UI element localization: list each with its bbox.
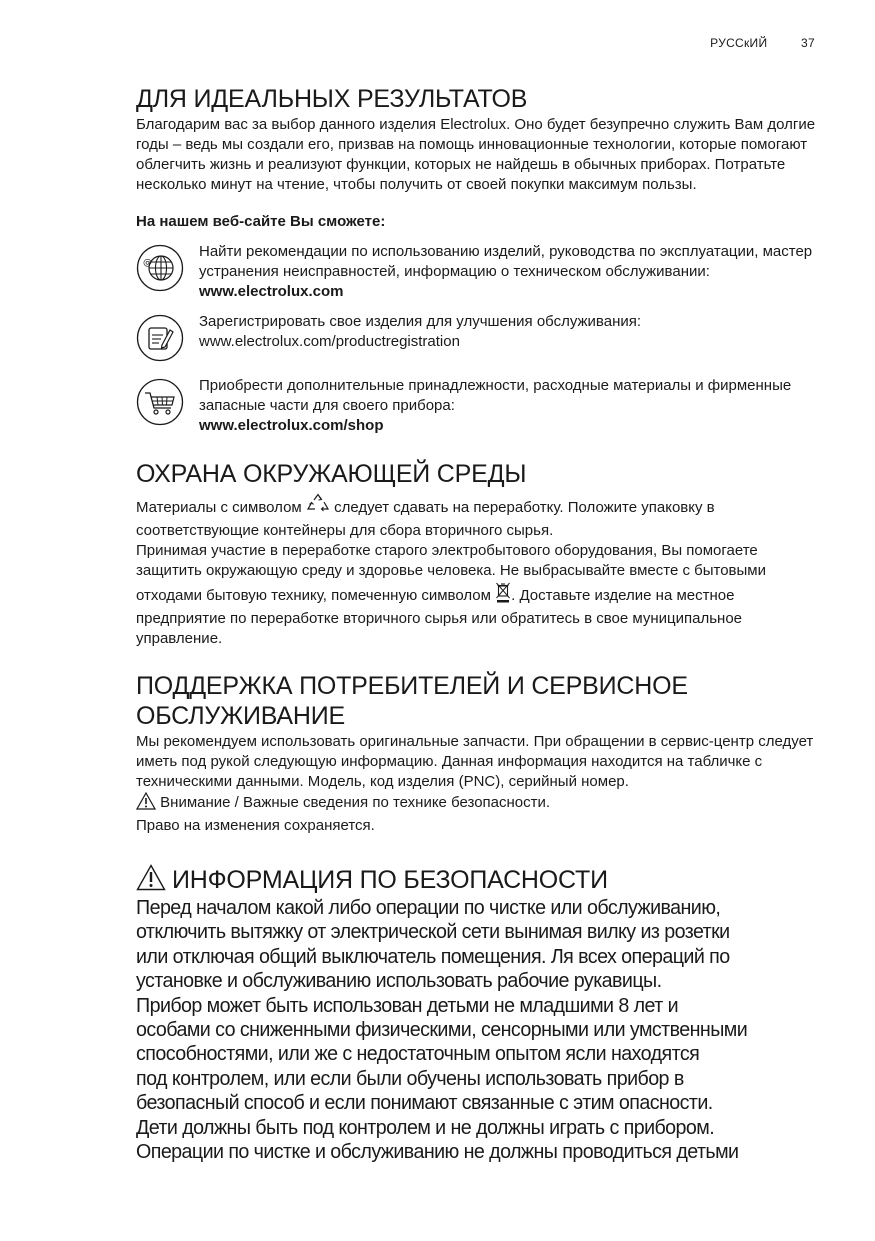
warning-icon [136,792,156,816]
safety-line: установке и обслуживанию использовать рабочие рукавицы. [136,969,662,993]
page-header [710,36,815,50]
safety-title-row [136,864,826,896]
website-item-text: Зарегистрировать свое изделия для улучшения обслуживания: [199,313,642,330]
section-title-safety: ИНФОРМАЦИЯ ПО БЕЗОПАСНОСТИ [172,866,608,894]
recycling-text-before: Материалы с символом [136,499,302,516]
section-title-environment: ОХРАНА ОКРУЖАЮЩЕЙ СРЕДЫ [136,460,527,488]
page-number: 37 [801,36,815,50]
safety-line: Дети должны быть под контролем и не должны играть с прибором. [136,1115,715,1139]
rights-reserved: Право на изменения сохраняется. [136,817,375,834]
website-item-text: Найти рекомендации по использованию изделий, руководства по эксплуатации, мастер устранения неисправностей, информацию о техническом обслуживании: [199,243,813,280]
warning-text: Внимание / Важные сведения по технике безопасности. [160,794,551,811]
website-link-registration[interactable]: www.electrolux.com/productregistration [199,333,460,350]
warning-icon [136,864,172,896]
cart-icon [136,378,184,426]
website-heading: На нашем веб-сайте Вы сможете: [136,213,386,230]
section-title-support-line1: ПОДДЕРЖКА ПОТРЕБИТЕЛЕЙ И СЕРВИСНОЕ [136,672,688,700]
website-item-shop [136,376,826,436]
section-title-support-line2: ОБСЛУЖИВАНИЕ [136,702,345,730]
safety-line: под контролем, или если были обучены использовать прибор в [136,1066,684,1090]
safety-line: способностями, или же с недостаточным опытом ясли находятся [136,1042,700,1066]
crossed-bin-icon [495,581,511,609]
weee-text-after: . Доставьте изделие на местное предприятие по переработке вторичного сырья или обратитесь в свое муниципальное управление. [136,587,743,647]
recycling-paragraph [136,493,826,541]
weee-paragraph [136,541,826,649]
safety-line: безопасный способ и если понимают связанные с этим опасности. [136,1091,713,1115]
safety-line: отключить вытяжку от электрической сети вынимая вилку из розетки [136,920,730,944]
recycling-text-after: следует сдавать на переработку. Положите упаковку в соответствующие контейнеры для сбора вторичного сырья. [136,499,715,539]
warning-line [136,792,826,816]
safety-text [136,896,813,1164]
safety-line: Перед началом какой либо операции по чистке или обслуживанию, [136,896,721,919]
intro-paragraph: Благодарим вас за выбор данного изделия Electrolux. Оно будет безупречно служить Вам долгие годы – ведь мы создали его, призвав на помощь инновационные технологии, которые помогают облегчить жизнь и реализуют функции, которых не найдешь в обычных приборах. Потратьте несколько минут на чтение, чтобы получить от своей покупки максимум пользы. [136,116,816,193]
website-link-shop[interactable]: www.electrolux.com/shop [199,417,384,434]
recycle-icon [306,493,330,521]
website-link-main[interactable]: www.electrolux.com [199,283,344,300]
website-item-support [136,242,826,302]
section-title-results: ДЛЯ ИДЕАЛЬНЫХ РЕЗУЛЬТАТОВ [136,85,528,113]
safety-line: Операции по чистке и обслуживанию не должны проводиться детьми [136,1140,739,1164]
website-item-text: Приобрести дополнительные принадлежности, расходные материалы и фирменные запасные части для своего прибора: [199,377,792,414]
website-item-registration [136,312,826,366]
weee-text-before: Принимая участие в переработке старого электробытового оборудования, Вы помогаете защитить окружающую среду и здоровье человека. Не выбрасывайте вместе с бытовыми отходами бытовую технику, помеченную символом [136,542,766,604]
svg-text:@: @ [143,258,152,268]
safety-line: особами со сниженными физическими, сенсорными или умственными [136,1018,748,1042]
page-content [136,84,826,1164]
safety-line: или отключая общий выключатель помещения. Ля всех операций по [136,944,730,968]
register-icon [136,314,184,362]
language-label: РУССкИЙ [710,36,768,50]
safety-line: Прибор может быть использован детьми не младшими 8 лет и [136,993,678,1017]
support-paragraph: Мы рекомендуем использовать оригинальные запчасти. При обращении в сервис-центр следует иметь под рукой следующую информацию. Данная информация находится на табличке с техническими данными. Модель, код изделия (PNC), серийный номер. [136,733,814,790]
globe-icon [136,244,184,292]
